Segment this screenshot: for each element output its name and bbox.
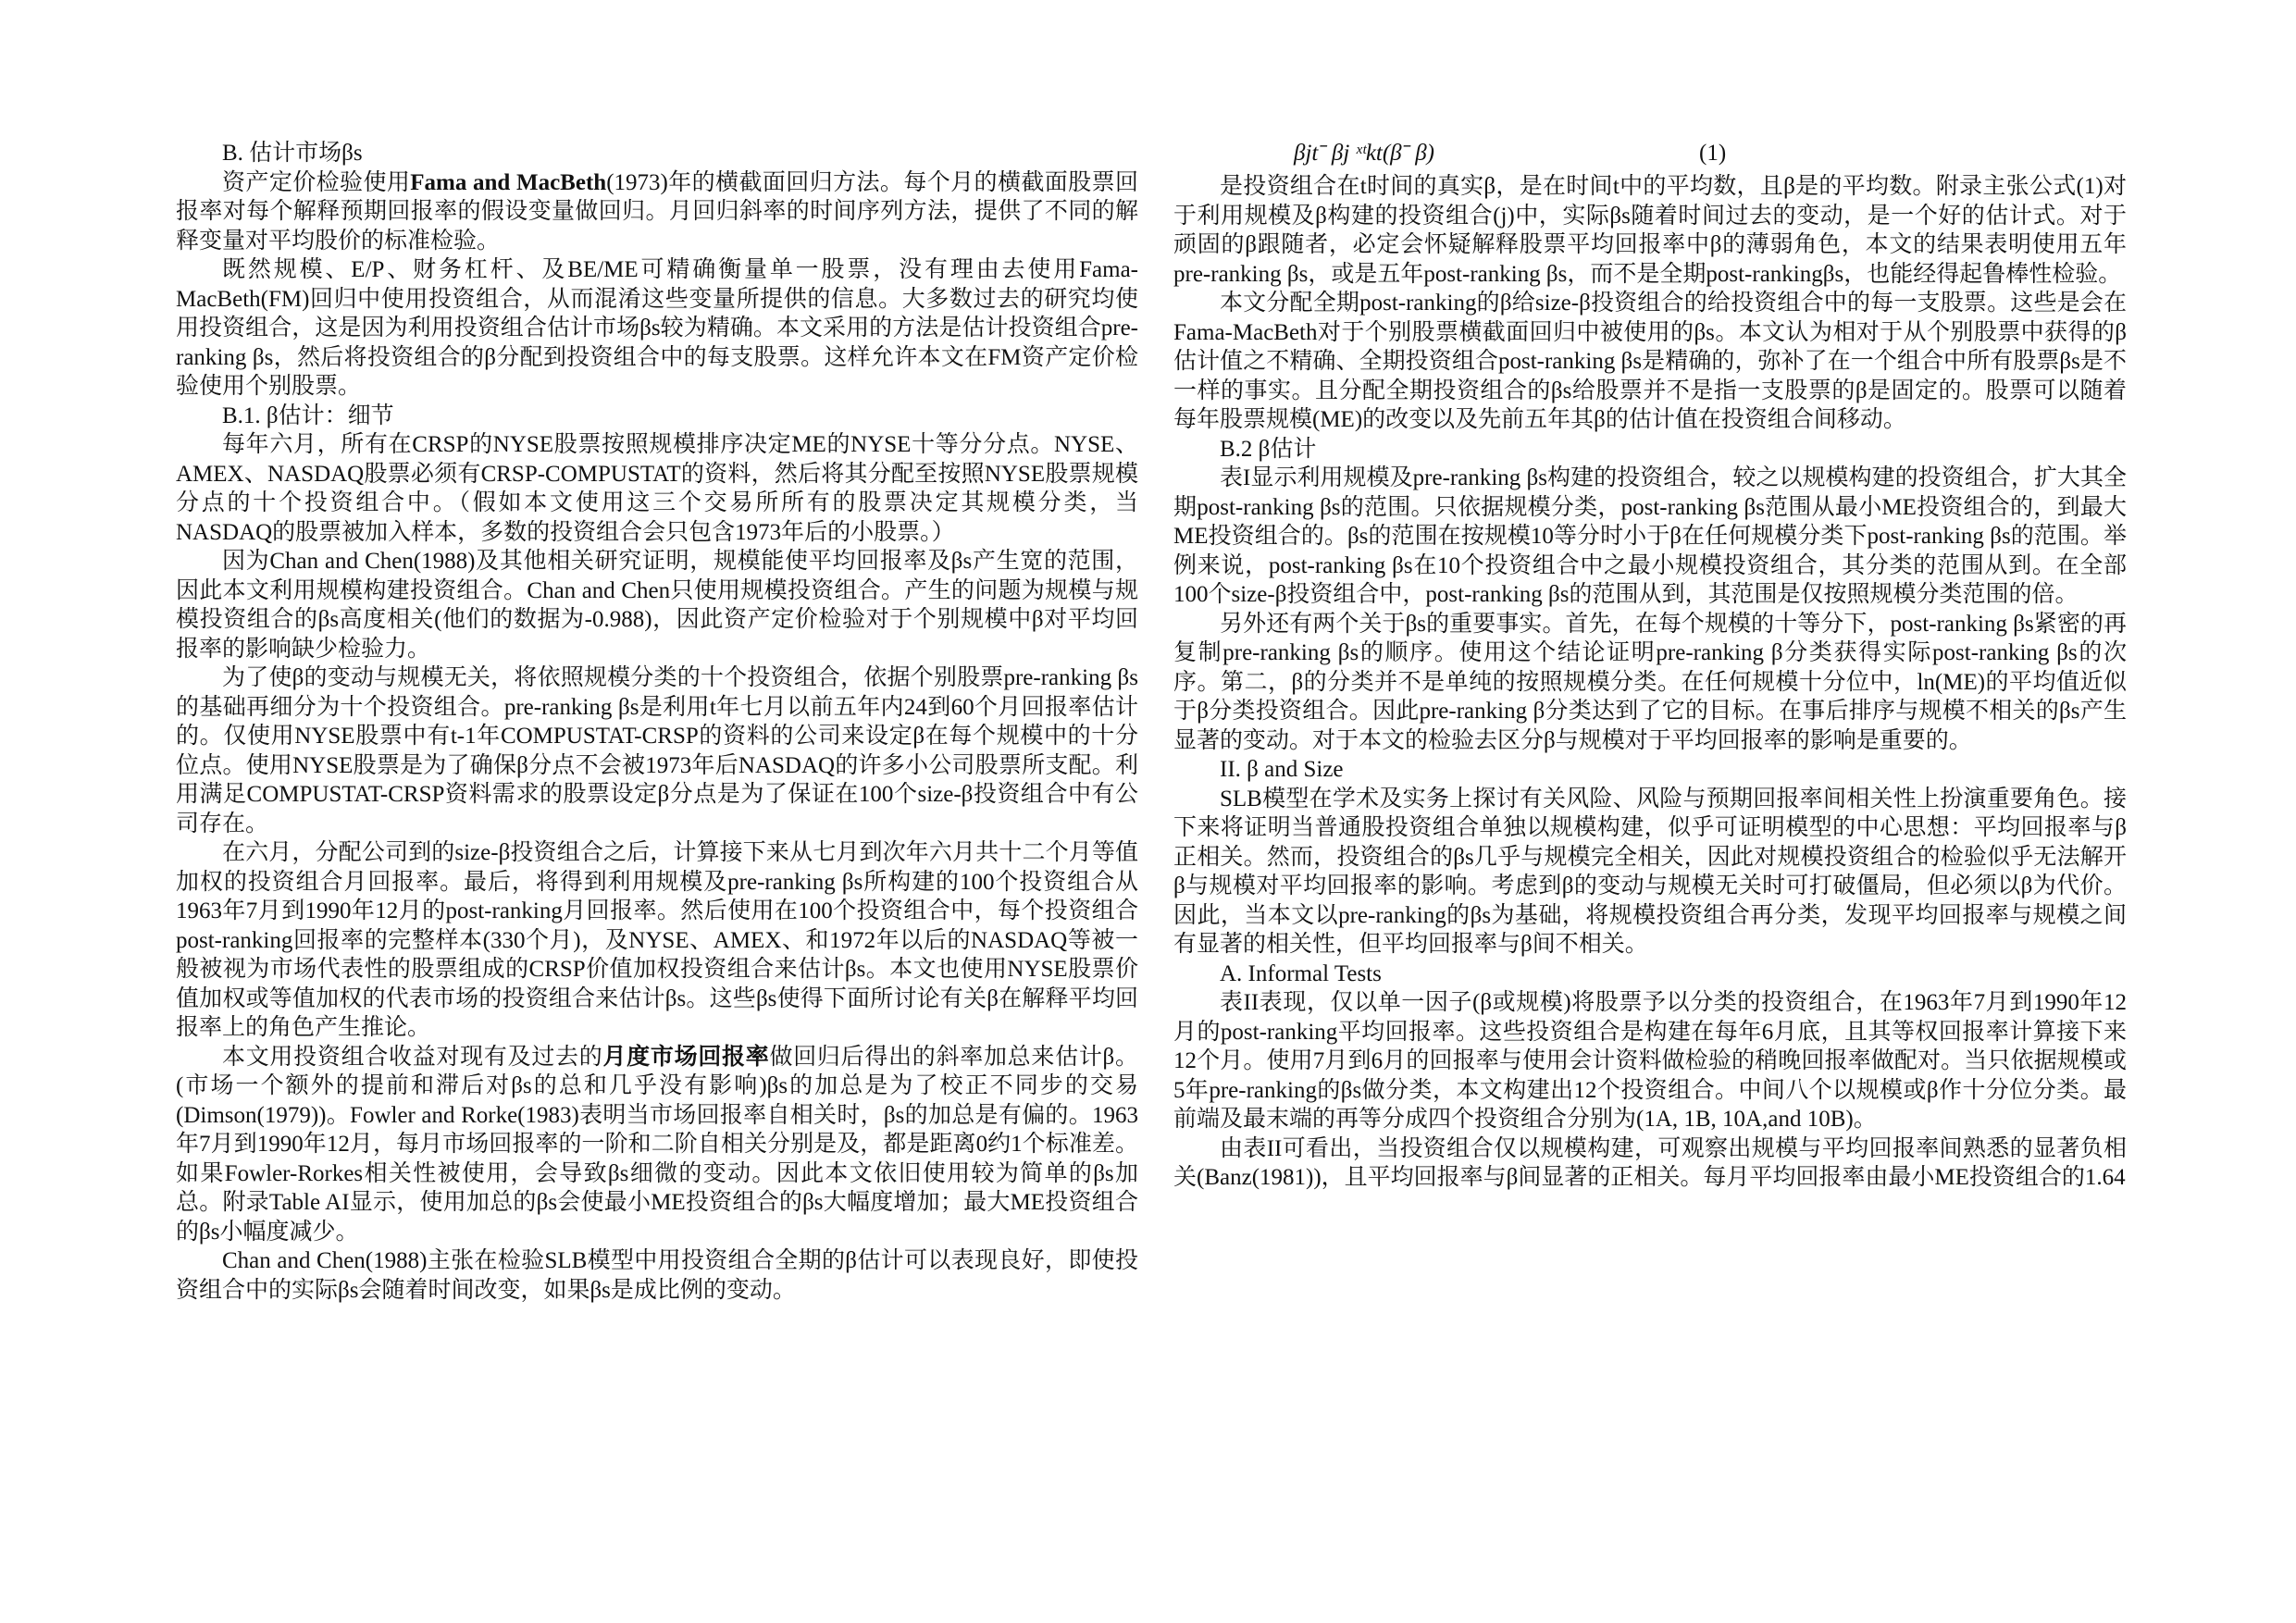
paragraph: 表II表现，仅以单一因子(β或规模)将股票予以分类的投资组合，在1963年7月到1990年12月的post-ranking平均回报率。这些投资组合是构建在每年6月底，且其等权回报率计算接下来12个月。使用7月到6月的回报率与使用会计资料做检验的稍晚回报率做配对。当只依据规模或5年pre-ranking的βs做分类，本文构建出12个投资组合。中间八个以规模或β作十分位分类。最前端及最末端的再等分成四个投资组合分别为(1A, 1B, 10A,and 10B)。: [1173, 990, 2127, 1132]
bold-text: 月度市场回报率: [602, 1044, 770, 1070]
section-heading-ii: II. β and Size: [1220, 757, 1344, 782]
paragraph: [176, 1043, 1138, 1247]
text-run: 资产定价检验使用: [222, 169, 411, 195]
paragraph: 本文分配全期post-ranking的β给size-β投资组合的给投资组合中的每一支股票。这些是会在Fama-MacBeth对于个别股票横截面回归中被使用的βs。本文认为相对于从个别股票中获得的β估计值之不精确、全期投资组合post-ranking βs是精确的，弥补了在一个组合中所有股票βs是不一样的事实。且分配全期投资组合的βs给股票并不是指一支股票的β是固定的。股票可以随着每年股票规模(ME)的改变以及先前五年其β的估计值在投资组合间移动。: [1173, 291, 2127, 432]
paragraph: 在六月，分配公司到的size-β投资组合之后，计算接下来从七月到次年六月共十二个月等值加权的投资组合月回报率。最后，将得到利用规模及pre-ranking βs所构建的100个投资组合从1963年7月到1990年12月的post-ranking月回报率。然后使用在100个投资组合中，每个投资组合post-ranking回报率的完整样本(330个月)，及NYSE、AMEX、和1972年以后的NASDAQ等被一般被视为市场代表性的股票组成的CRSP价值加权投资组合来估计βs。本文也使用NYSE股票价值加权或等值加权的代表市场的投资组合来估计βs。这些βs使得下面所讨论有关β在解释平均回报率上的角色产生推论。: [176, 840, 1138, 1040]
section-heading-a: A. Informal Tests: [1220, 960, 1382, 986]
paragraph: 因为Chan and Chen(1988)及其他相关研究证明，规模能使平均回报率及βs产生宽的范围，因此本文利用规模构建投资组合。Chan and Chen只使用规模投资组合。产生的问题为规模与规模投资组合的βs高度相关(他们的数据为-0.988)，因此资产定价检验对于个别规模中β对平均回报率的影响缺少检验力。: [176, 549, 1138, 662]
left-column: [176, 139, 1138, 1305]
paragraph: 表I显示利用规模及pre-ranking βs构建的投资组合，较之以规模构建的投资组合，扩大其全期post-ranking βs的范围。只依据规模分类，post-ranking βs范围从最小ME投资组合的，到最大ME投资组合的。βs的范围在按规模10等分时小于β在任何规模分类下post-ranking βs的范围。举例来说，post-ranking βs在10个投资组合中之最小规模投资组合，其分类的范围从到。在全部100个size-β投资组合中，post-ranking βs的范围从到，其范围是仅按照规模分类范围的倍。: [1173, 465, 2127, 607]
text-run: 做回归后得出的斜率加总来估计β。(市场一个额外的提前和滞后对βs的总和几乎没有影响)βs的加总是为了校正不同步的交易(Dimson(1979))。Fowler and Rorke(1983)表明当市场回报率自相关时，βs的加总是有偏的。1963年7月到1990年12月，每月市场回报率的一阶和二阶自相关分别是及，都是距离0约1个标准差。如果Fowler-Rorkes相关性被使用，会导致βs细微的变动。因此本文依旧使用较为简单的βs加总。附录Table AI显示，使用加总的βs会使最小ME投资组合的βs大幅度增加；最大ME投资组合的βs小幅度减少。: [176, 1044, 1138, 1245]
equation: [1173, 139, 2127, 172]
paragraph: SLB模型在学术及实务上探讨有关风险、风险与预期回报率间相关性上扮演重要角色。接下来将证明当普通股投资组合单独以规模构建，似乎可证明模型的中心思想：平均回报率与β正相关。然而，投资组合的βs几乎与规模完全相关，因此对规模投资组合的检验似乎无法解开β与规模对平均回报率的影响。考虑到β的变动与规模无关时可打破僵局，但必须以β为代价。因此，当本文以pre-ranking的βs为基础，将规模投资组合再分类，发现平均回报率与规模之间有显著的相关性，但平均回报率与β间不相关。: [1173, 786, 2127, 957]
paragraph: 是投资组合在t时间的真实β，是在时间t中的平均数，且β是的平均数。附录主张公式(1)对于利用规模及β构建的投资组合(j)中，实际βs随着时间过去的变动，是一个好的估计式。对于顽固的β跟随者，必定会怀疑解释股票平均回报率中β的薄弱角色，本文的结果表明使用五年pre-ranking βs，或是五年post-ranking βs，而不是全期post-rankingβs，也能经得起鲁棒性检验。: [1173, 174, 2127, 287]
paragraph: 另外还有两个关于βs的重要事实。首先，在每个规模的十等分下，post-ranking βs紧密的再复制pre-ranking βs的顺序。使用这个结论证明pre-ranking β分类获得实际post-ranking βs的次序。第二，β的分类并不是单纯的按照规模分类。在任何规模十分位中，ln(ME)的平均值近似于β分类投资组合。因此pre-ranking β分类达到了它的目标。在事后排序与规模不相关的βs产生显著的变动。对于本文的检验去区分β与规模对于平均回报率的影响是重要的。: [1173, 611, 2127, 753]
section-heading-b2: B.2 β估计: [1220, 436, 1317, 462]
bold-text: Fama and MacBeth: [410, 169, 607, 195]
paragraph: 既然规模、E/P、财务杠杆、及BE/ME可精确衡量单一股票，没有理由去使用Fama-MacBeth(FM)回归中使用投资组合，从而混淆这些变量所提供的信息。大多数过去的研究均使用投资组合，这是因为利用投资组合估计市场βs较为精确。本文采用的方法是估计投资组合pre-ranking βs，然后将投资组合的β分配到投资组合中的每支股票。这样允许本文在FM资产定价检验使用个别股票。: [176, 257, 1138, 399]
text-run: (1973)年的横截面回归方法。每个月的横截面股票回报率对每个解释预期回报率的假设变量做回归。月回归斜率的时间序列方法，提供了不同的解释变量对平均股价的标准检验。: [176, 169, 1138, 254]
text-run: 本文用投资组合收益对现有及过去的: [222, 1044, 603, 1070]
equation-expression: βjtˉ βj ˣᵗkt(βˉ β): [1294, 141, 1434, 166]
equation-number: (1): [1699, 141, 1727, 166]
right-column: [1173, 139, 2127, 1193]
paragraph: 为了使β的变动与规模无关，将依照规模分类的十个投资组合，依据个别股票pre-ranking βs的基础再细分为十个投资组合。pre-ranking βs是利用t年七月以前五年内24到60个月回报率估计的。仅使用NYSE股票中有t-1年COMPUSTAT-CRSP的资料的公司来设定β在每个规模中的十分位点。使用NYSE股票是为了确保β分点不会被1973年后NASDAQ的许多小公司股票所支配。利用满足COMPUSTAT-CRSP资料需求的股票设定β分点是为了保证在100个size-β投资组合中有公司存在。: [176, 665, 1138, 836]
paragraph: Chan and Chen(1988)主张在检验SLB模型中用投资组合全期的β估计可以表现良好，即使投资组合中的实际βs会随着时间改变，如果βs是成比例的变动。: [176, 1248, 1138, 1303]
section-heading-b: B. 估计市场βs: [222, 141, 363, 166]
paragraph: 每年六月，所有在CRSP的NYSE股票按照规模排序决定ME的NYSE十等分分点。NYSE、AMEX、NASDAQ股票必须有CRSP-COMPUSTAT的资料，然后将其分配至按照NYSE股票规模分点的十个投资组合中。（假如本文使用这三个交易所所有的股票决定其规模分类，当NASDAQ的股票被加入样本，多数的投资组合会只包含1973年后的小股票。）: [176, 432, 1138, 545]
section-heading-b1: B.1. β估计：细节: [222, 403, 394, 428]
paragraph: [176, 168, 1138, 256]
paragraph: 由表II可看出，当投资组合仅以规模构建，可观察出规模与平均回报率间熟悉的显著负相关(Banz(1981))，且平均回报率与β间显著的正相关。每月平均回报率由最小ME投资组合的1.64: [1173, 1135, 2127, 1190]
